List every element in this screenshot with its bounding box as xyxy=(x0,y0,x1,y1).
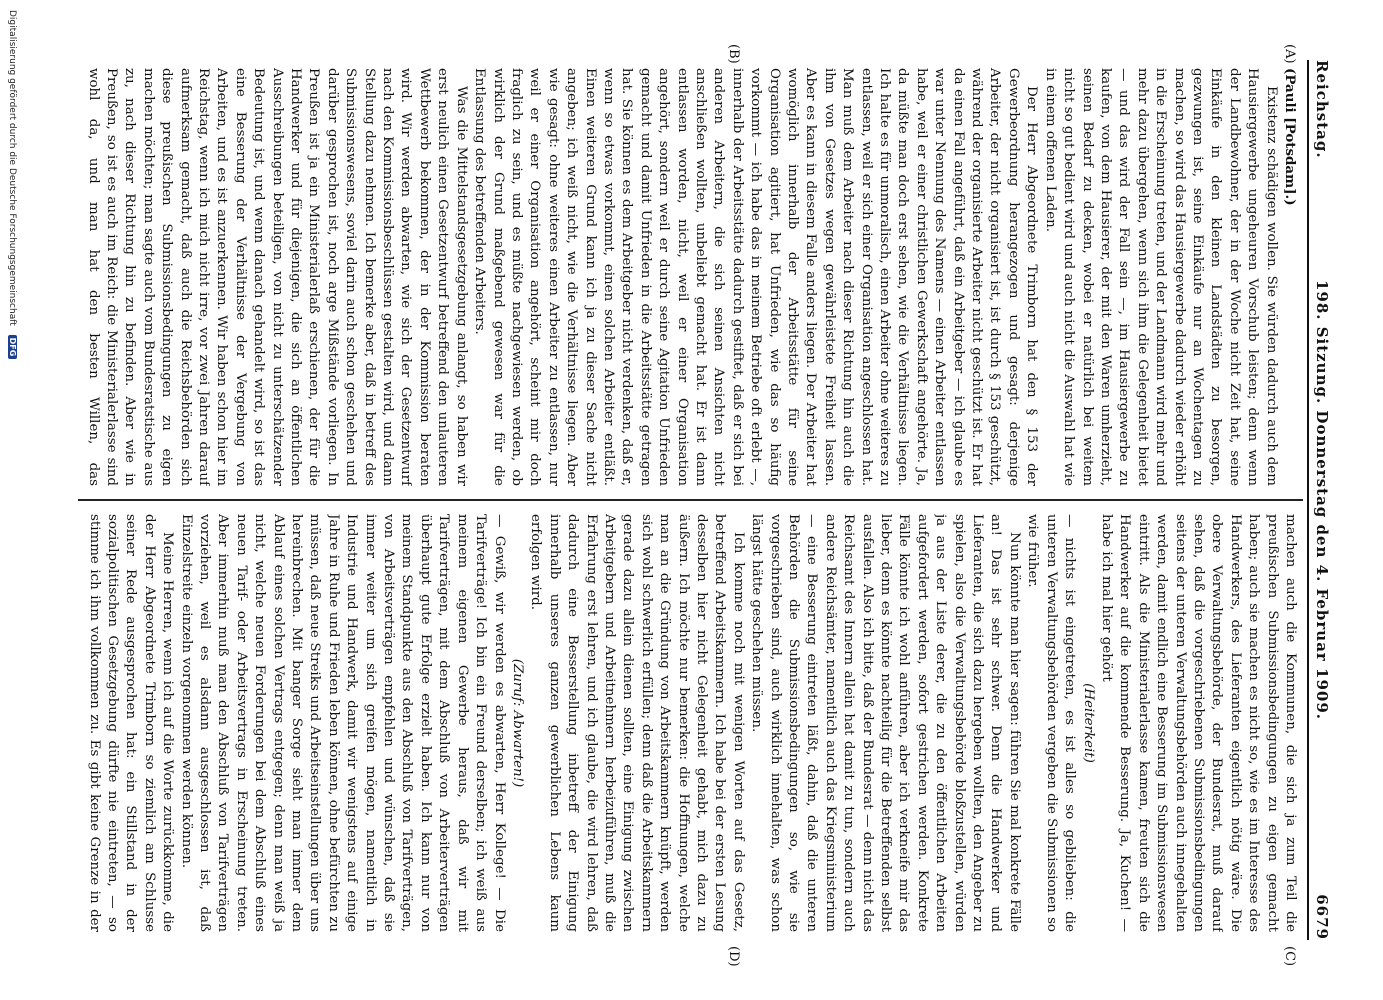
paragraph: machen auch die Kommunen, die sich ja zum Teil die preußischen Submissionsbedingungen zu eigen gemacht haben; auch sie machen es nicht so, wie es im Interesse des Handwerkers, des Lieferanten eigentlich nötig wäre. Die obere Verwaltungsbehörde, der Bundesrat, muß darauf sehen, daß die vorgeschriebenen Submissionsbedingungen seitens der unteren Verwaltungsbehörden auch innegehalten werden, damit endlich eine Besserung im Submissionswesen eintritt. Als die Ministerialerlasse kamen, freuten sich die Handwerker auf die kommende Besserung. Ja, Kuchen! — habe ich mal hier gehört xyxy=(1098,514,1298,932)
dfg-logo: DFG xyxy=(8,335,17,360)
margin-mark-c: (C) xyxy=(1282,946,1297,967)
header-session-title: 198. Sitzung. Donnerstag den 4. Februar 1909. xyxy=(1313,279,1331,721)
digitization-text: Digitalisierung gefördert durch die Deutsche Forschungsgemeinschaft xyxy=(7,10,17,326)
paragraph: — Gewiß, wir werden es abwarten, Herr Kollege! — Die Tarifverträge! Ich bin ein Freund derselben; ich weiß aus meinem eigenen Gewerbe heraus, daß wir mit Tarifverträgen, mit dem Abschluß von Arbeiterverträgen überhaupt gute Erfolge erzielt haben. Ich kann nur von meinem Standpunkte aus den Abschluß von Tarifverträgen, von Arbeitsverträgen empfehlen und wünschen, daß sie immer weiter um sich greifen mögen, namentlich in Industrie und Handwerk, damit wir wenigstens auf einige Jahre in Ruhe und Frieden leben können, ohne befürchten zu müssen, daß neue Streiks und Arbeitseinstellungen über uns hereinbrechen. Mit banger Sorge sieht man immer dem Ablauf eines solchen Vertrags entgegen; denn man weiß ja nicht, welche neuen Forderungen bei dem Abschluß eines neuen Tarif- oder Arbeitsvertrags in Erscheinung treten. Aber immerhin muß man den Abschluß von Tarifverträgen vorziehen, weil es alsdann ausgeschlossen ist, daß Einzelstreite einzeln vorgenommen werden können. xyxy=(178,514,507,932)
right-column xyxy=(84,514,1299,932)
margin-mark-d: (D) xyxy=(726,946,741,967)
speaker-tag: (Pauli [Potsdam].) xyxy=(1282,68,1298,206)
interjection: (Zuruf: Abwarten!) xyxy=(509,658,525,788)
column-divider xyxy=(78,499,1303,501)
paragraph: Existenz schädigen wollen. Sie würden dadurch auch dem Hausiergewerbe ungeheuren Vorschub leisten; denn wenn der Landbewohner, der in der Woche nicht Zeit hat, seine Einkäufe in den kleinen Landstädten zu besorgen, gezwungen ist, seine Einkäufe nur an Wochentagen zu machen, so wird das Hausiergewerbe dadurch wieder erhöht in die Erscheinung treten, und der Landmann wird mehr und mehr dazu übergehen, wenn sich ihm die Gelegenheit bietet — und das wird der Fall sein —, im Hausiergewerbe zu kaufen, von dem Hausierer, der mit den Waren umherzieht, seinen Bedarf zu decken, wobei er natürlich bei weitem nicht so gut bedient wird und auch nicht die Auswahl hat wie in einem offenen Laden. xyxy=(1042,68,1279,486)
paragraph: — nichts ist eingetreten, es ist alles so geblieben: die unteren Verwaltungsbehörden vergeben die Submissionen so wie früher. xyxy=(1025,514,1078,932)
page-number: 6679 xyxy=(1313,894,1331,940)
page-header xyxy=(1307,60,1335,940)
margin-mark-b: (B) xyxy=(726,44,741,64)
paragraph: Nun könnte man hier sagen: führen Sie mal konkrete Fälle an! Das ist sehr schwer. Denn die Handwerker und Lieferanten, die sich dazu hergeben wollten, den Angeber zu spielen, also die Verwaltungsbehörde bloßzustellen, würden ja aus der Liste derer, die zu den öffentlichen Arbeiten aufgefordert werden, sofort gestrichen werden. Konkrete Fälle könnte ich wohl anführen, aber ich verkneife mir das lieber, denn es könnte nachteilig für die Betreffenden selbst ausfallen. Also ich bitte, daß der Bundesrat — denn nicht das Reichsamt des Innern allein hat damit zu tun, sondern auch andere Reichsämter, namentlich auch das Kriegsministerium — eine Besserung eintreten läßt, dahin, daß die unteren Behörden die Submissionsbedingungen so, wie sie vorgeschrieben sind, auch wirklich innehalten, was schon längst hätte geschehen müssen. xyxy=(749,514,1022,932)
interjection: (Heiterkeit) xyxy=(1080,683,1096,763)
paragraph: Ich komme noch mit wenigen Worten auf das Gesetz, betreffend Arbeitskammern. Ich habe bei der ersten Lesung desselben hier nicht Gelegenheit gehabt, mich dazu zu äußern. Ich möchte nur bemerken: die Hoffnungen, welche man an die Gründung von Arbeitskammern knüpft, werden sich wohl schwerlich erfüllen; denn daß die Arbeitskammern gerade dazu allein dienen sollten, eine Einigung zwischen Arbeitgebern und Arbeitnehmern herbeizuführen, muß die Erfahrung erst lehren, und ich glaube, die wird lehren, daß dadurch eine Besserstellung inbetreff der Einigung innerhalb unseres ganzen gewerblichen Lebens kaum erfolgen wird. xyxy=(528,514,746,932)
paragraph: Meine Herren, wenn ich auf die Worte zurückkomme, die der Herr Abgeordnete Trimborn so ziemlich am Schlusse seiner Rede ausgesprochen hat: ein Stillstand in der sozialpolitischen Gesetzgebung dürfte nie eintreten, — so stimme ich ihm vollkommen zu. Es gibt keine Grenze in der xyxy=(86,514,176,932)
digitization-note xyxy=(7,10,17,359)
left-column xyxy=(84,68,1299,486)
paragraph: Der Herr Abgeordnete Trimborn hat den § 153 der Gewerbeordnung herangezogen und gesagt: derjenige Arbeiter, der nicht organisiert ist, ist durch § 153 geschützt, während der organisierte Arbeiter nicht geschützt ist. Er hat da einen Fall angeführt, daß ein Arbeitgeber — ich glaube es war unter Nennung des Namens — einen Arbeiter entlassen habe, weil er einer christlichen Gewerkschaft angehörte. Ja, da müßte man doch erst sehen, wie die Verhältnisse liegen. Ich halte es für unmoralisch, einen Arbeiter ohne weiteres zu entlassen, weil er sich einer Organisation angeschlossen hat. Man muß dem Arbeiter nach dieser Richtung hin auch die ihm von Gesetzes wegen gewährleistete Freiheit lassen. Aber es kann in diesem Falle anders liegen. Der Arbeiter hat womöglich innerhalb der Arbeitsstätte für seine Organisation agitiert, hat Unfrieden, wie das so häufig vorkommt — ich habe das in meinem Betriebe oft erlebt —, innerhalb der Arbeitsstätte dadurch gestiftet, daß er sich bei anderen Arbeitern, die sich seinen Ansichten nicht anschließen wollten, unbeliebt gemacht hat. Er ist dann entlassen worden, nicht, weil er einer Organisation angehört, sondern weil er durch seine Agitation Unfrieden gemacht und damit Unfrieden in die Arbeitsstätte getragen hat. Sie können es dem Arbeitgeber nicht verdenken, daß er, wenn so etwas vorkommt, einen solchen Arbeiter entläßt. Einen weiteren Grund kann ich ja zu dieser Sache nicht angeben; ich weiß nicht, wie die Verhältnisse liegen. Aber wie gesagt: ohne weiteres einen Arbeiter zu entlassen, nur weil er einer Organisation angehört, scheint mir doch fraglich zu sein, und es müßte nachgewiesen werden, ob wirklich der Grund maßgebend gewesen war für die Entlassung des betreffenden Arbeiters. xyxy=(472,68,1040,486)
margin-mark-a: (A) xyxy=(1282,44,1297,64)
header-left-title: Reichstag. xyxy=(1313,60,1331,159)
paragraph: Was die Mittelstandsgesetzgebung anlangt, so haben wir erst neulich einen Gesetzentwurf betreffend den unlauteren Wettbewerb bekommen, der in der Kommission beraten wird. Wir werden abwarten, wie sich der Gesetzentwurf nach den Kommissionsbeschlüssen gestalten wird, und dann Stellung dazu nehmen. Ich bemerke aber, daß in betreff des Submissionswesens, soviel darin auch schon geschehen und darüber gesprochen ist, noch arge Mißstände vorliegen. In Preußen ist ja ein Ministerialerlaß erschienen, der für die Handwerker und für diejenigen, die sich an öffentlichen Ausschreibungen beteiligen, von nicht zu unterschätzender Bedeutung ist, und wenn danach gehandelt wird, so ist das eine Besserung der Verhältnisse der Vergebung von Arbeiten, und es ist anzuerkennen. Wir haben schon hier im Reichstag, wenn ich mich nicht irre, vor zwei Jahren darauf aufmerksam gemacht, daß auch die Reichsbehörden sich diese preußischen Submissionsbedingungen zu eigen machen möchten; man sagte auch vom Bundesratstische aus zu, nach dieser Richtung hin zu befinden. Aber wie in Preußen, so ist es auch im Reich: die Ministerialerlasse sind wohl da, und man hat den besten Willen, das xyxy=(85,68,469,486)
